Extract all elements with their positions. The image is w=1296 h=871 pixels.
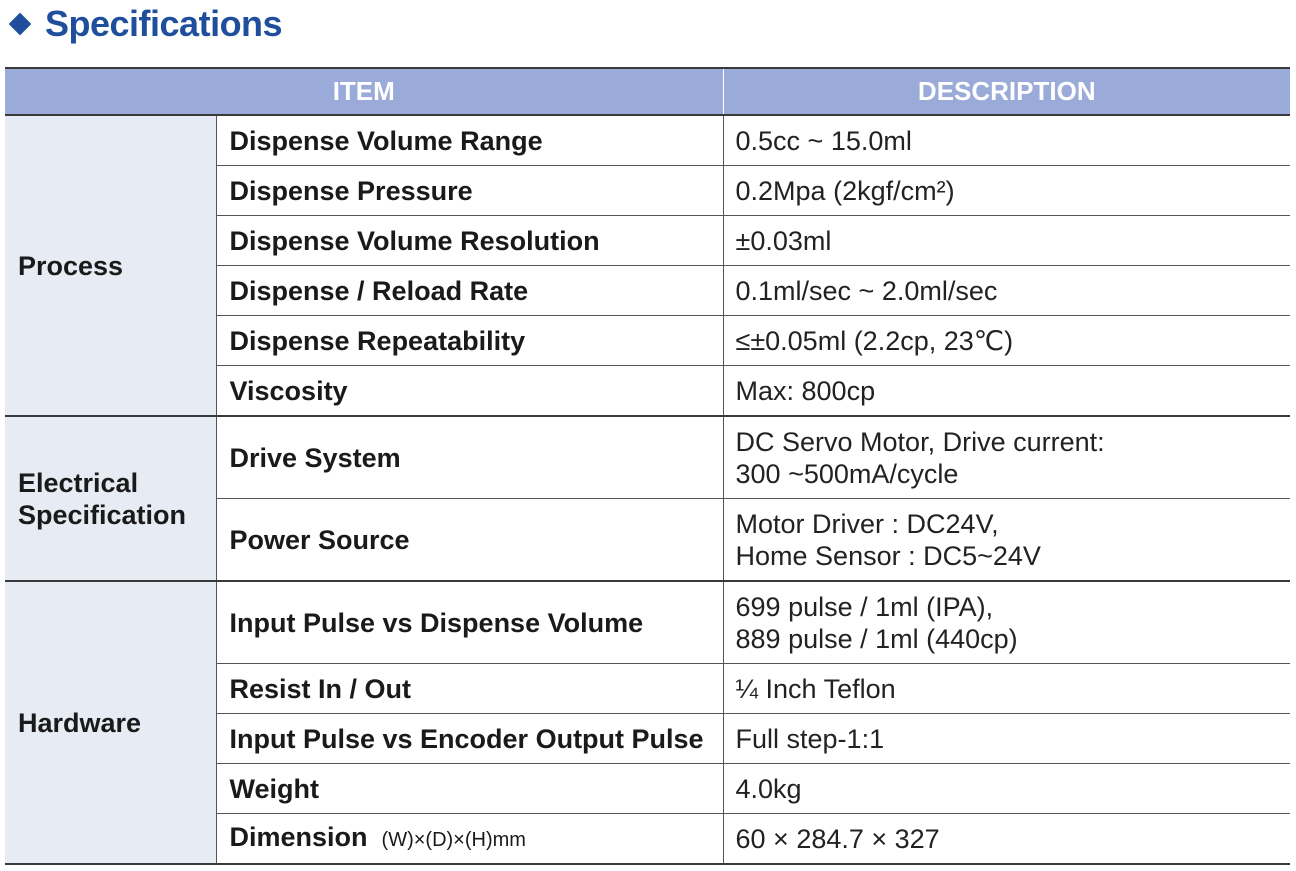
item-cell: Dispense Pressure	[216, 166, 723, 216]
description-cell: ±0.03ml	[723, 216, 1290, 266]
page-title: Specifications	[45, 3, 283, 44]
table-header-row	[5, 68, 1290, 115]
description-cell: 0.5cc ~ 15.0ml	[723, 115, 1290, 166]
description-line: DC Servo Motor, Drive current:	[735, 426, 1105, 457]
item-cell	[216, 814, 723, 865]
group-label-process: Process	[5, 115, 216, 416]
group-label-line: Specification	[18, 499, 187, 530]
description-line: 889 pulse / 1ml (440cp)	[735, 623, 1018, 654]
description-cell: 0.2Mpa (2kgf/cm²)	[723, 166, 1290, 216]
table-row	[5, 416, 1290, 499]
item-cell: Input Pulse vs Dispense Volume	[216, 581, 723, 664]
description-line: Home Sensor : DC5~24V	[735, 540, 1041, 571]
description-column-header: DESCRIPTION	[723, 68, 1290, 115]
description-cell: Max: 800cp	[723, 366, 1290, 417]
description-line: 300 ~500mA/cycle	[735, 458, 959, 489]
item-label: Dimension	[229, 822, 368, 852]
item-cell: Dispense / Reload Rate	[216, 266, 723, 316]
description-cell: 0.1ml/sec ~ 2.0ml/sec	[723, 266, 1290, 316]
item-cell: Resist In / Out	[216, 664, 723, 714]
item-column-header: ITEM	[5, 68, 723, 115]
specifications-table	[5, 67, 1290, 865]
item-cell: Dispense Volume Resolution	[216, 216, 723, 266]
description-line: Motor Driver : DC24V,	[735, 508, 999, 539]
description-cell: 60 × 284.7 × 327	[723, 814, 1290, 865]
description-cell	[723, 416, 1290, 499]
item-cell: Input Pulse vs Encoder Output Pulse	[216, 714, 723, 764]
description-cell: ¼ Inch Teflon	[723, 664, 1290, 714]
item-cell: Dispense Repeatability	[216, 316, 723, 366]
description-cell	[723, 581, 1290, 664]
table-row	[5, 581, 1290, 664]
group-label-electrical-specification	[5, 416, 216, 581]
group-label-line: Electrical	[18, 467, 139, 498]
description-cell: Full step-1:1	[723, 714, 1290, 764]
diamond-bullet-icon	[9, 13, 31, 35]
page-header	[6, 2, 282, 46]
item-cell: Power Source	[216, 499, 723, 582]
group-label-hardware: Hardware	[5, 581, 216, 864]
description-cell: 4.0kg	[723, 764, 1290, 814]
item-cell: Viscosity	[216, 366, 723, 417]
description-cell: ≤±0.05ml (2.2cp, 23℃)	[723, 316, 1290, 366]
item-cell: Drive System	[216, 416, 723, 499]
item-cell: Dispense Volume Range	[216, 115, 723, 166]
item-cell: Weight	[216, 764, 723, 814]
item-unit-note: (W)×(D)×(H)mm	[381, 829, 526, 851]
description-line: 699 pulse / 1ml (IPA),	[735, 591, 994, 622]
description-cell	[723, 499, 1290, 582]
table-row	[5, 115, 1290, 166]
